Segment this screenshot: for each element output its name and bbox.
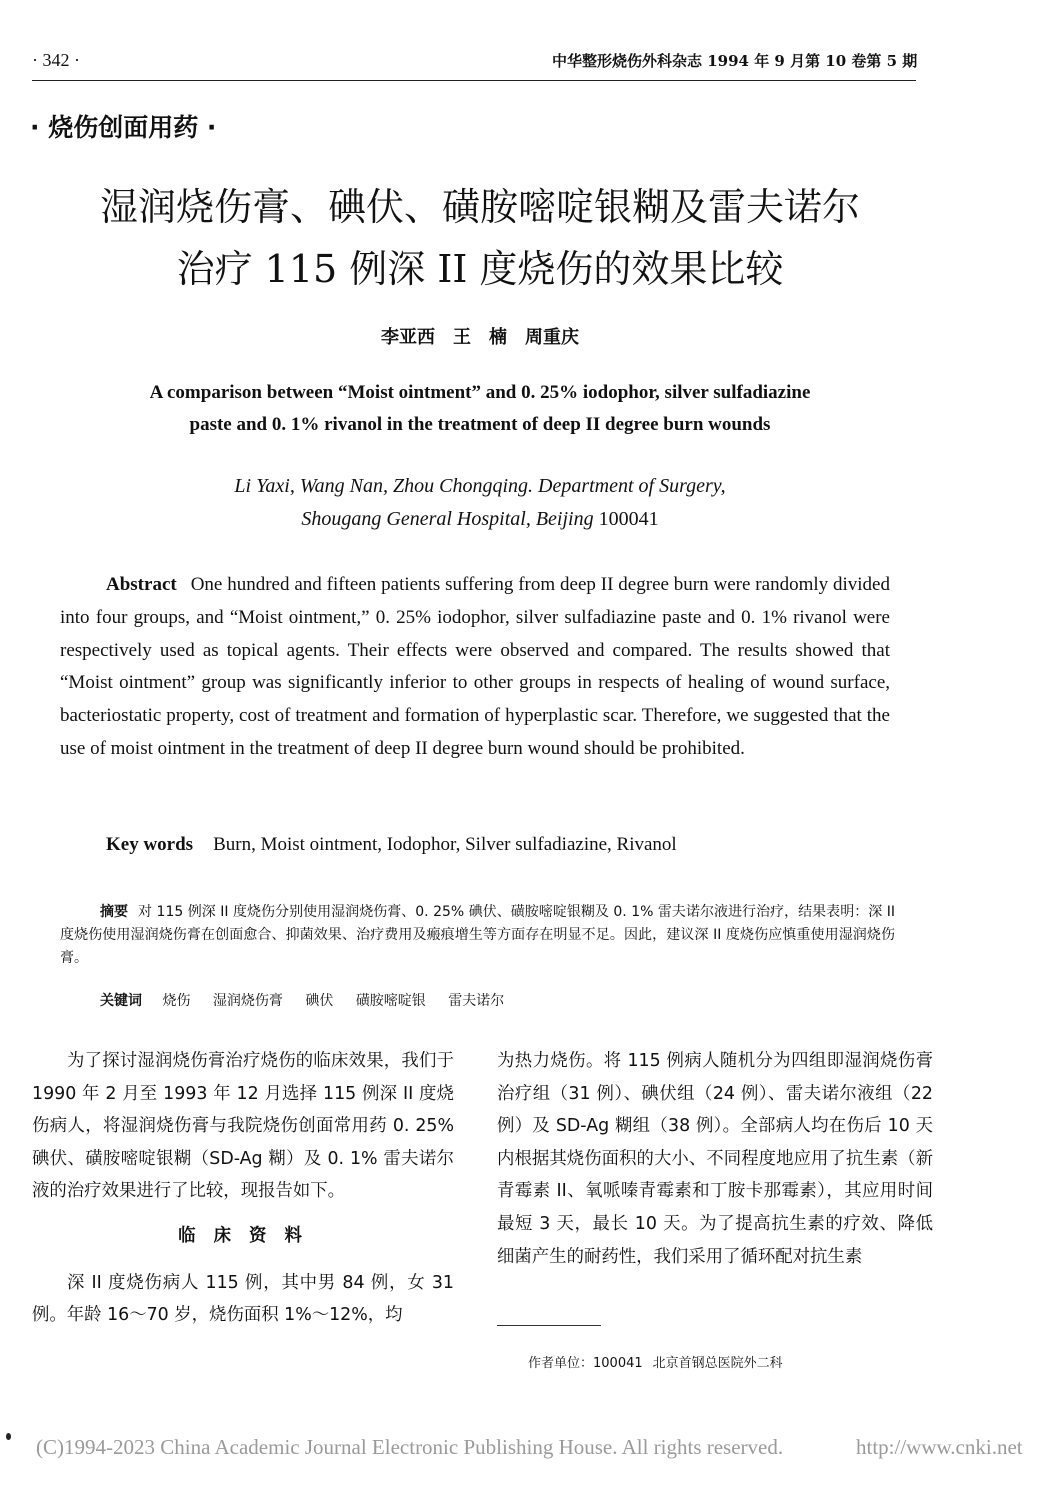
author-affiliation-footnote	[528, 1352, 783, 1371]
clinical-paragraph: 深 II 度烧伤病人 115 例，其中男 84 例，女 31 例。年龄 16～70 岁，烧伤面积 1%～12%，均	[32, 1272, 454, 1326]
english-author-line-1: Li Yaxi, Wang Nan, Zhou Chongqing. Department of Surgery,	[234, 475, 726, 497]
chinese-abstract	[60, 901, 895, 970]
page-number: · 342 ·	[32, 50, 80, 70]
body-column-left	[32, 1045, 454, 1332]
keywords-text: Burn, Moist ointment, Iodophor, Silver sulfadiazine, Rivanol	[213, 834, 677, 855]
english-title-line-1: A comparison between “Moist ointment” and 0. 25% iodophor, silver sulfadiazine	[149, 382, 811, 403]
english-affiliation: Shougang General Hospital, Beijing	[301, 508, 594, 530]
keywords-label: Key words	[106, 834, 194, 855]
chinese-keywords	[100, 990, 522, 1010]
abstract-label: Abstract	[106, 574, 177, 595]
chinese-keyword: 磺胺嘧啶银	[355, 993, 426, 1009]
chinese-keyword: 湿润烧伤膏	[212, 993, 283, 1009]
english-keywords	[106, 834, 677, 856]
chinese-keyword: 烧伤	[162, 993, 191, 1009]
journal-header: 中华整形烧伤外科杂志 1994 年 9 月第 10 卷第 5 期	[552, 52, 918, 70]
clinical-paragraph-continued: 为热力烧伤。将 115 例病人随机分为四组即湿润烧伤膏治疗组（31 例）、碘伏组（24 例）、雷夫诺尔液组（22 例）及 SD-Ag 糊组（38 例）。全部病人均在伤后 10 天内根据其烧伤面积的大小、不同程度地应用了抗生素（新青霉素 II、氧哌嗪青霉素和丁胺卡那霉素），其应用时间最短 3 天，最长 10 天。为了提高抗生素的疗效、降低细菌产生的耐药性，我们采用了循环配对抗生素	[497, 1051, 933, 1267]
chinese-keywords-label: 关键词	[100, 993, 142, 1009]
abstract-text: One hundred and fifteen patients suffering from deep II degree burn were randomly divided into four groups, and “Moist ointment,” 0. 25% iodophor, silver sulfadiazine paste and 0. 1% rivanol were respectively used as topical agents. Their effects were observed and compared. The results showed that “Moist ointment” group was significantly inferior to other groups in respects of healing of wound surface, bacteriostatic property, cost of treatment and formation of hyperplastic scar. Therefore, we suggested that the use of moist ointment in the treatment of deep II degree burn wound should be prohibited.	[60, 574, 890, 759]
cnki-url-watermark: http://www.cnki.net	[856, 1435, 1023, 1459]
section-tag: · 烧伤创面用药 ·	[30, 113, 217, 142]
english-title-line-2: paste and 0. 1% rivanol in the treatment of deep II degree burn wounds	[189, 414, 771, 435]
footnote-label: 作者单位：100041	[528, 1356, 643, 1371]
copyright-watermark: (C)1994-2023 China Academic Journal Electronic Publishing House. All rights reserved.	[36, 1435, 784, 1459]
article-title-line-1: 湿润烧伤膏、碘伏、磺胺嘧啶银糊及雷夫诺尔	[99, 185, 860, 229]
chinese-keyword: 碘伏	[305, 993, 334, 1009]
english-author-line-2	[0, 508, 960, 531]
header-divider	[32, 80, 916, 81]
scan-mark	[6, 1433, 11, 1440]
body-column-right	[497, 1045, 933, 1273]
english-abstract	[60, 569, 890, 766]
chinese-abstract-label: 摘要	[100, 904, 129, 920]
footnote-divider	[497, 1325, 601, 1326]
chinese-abstract-text: 对 115 例深 II 度烧伤分别使用湿润烧伤膏、0. 25% 碘伏、磺胺嘧啶银糊及 0. 1% 雷夫诺尔液进行治疗，结果表明：深 II 度烧伤使用湿润烧伤膏在创面愈合、抑菌效果、治疗费用及瘢痕增生等方面存在明显不足。因此，建议深 II 度烧伤应慎重使用湿润烧伤膏。	[60, 904, 895, 966]
author-list: 李亚西 王 楠 周重庆	[381, 327, 579, 348]
postal-code: 100041	[598, 508, 659, 530]
section-heading: 临 床 资 料	[178, 1225, 308, 1246]
article-title-line-2: 治疗 115 例深 II 度烧伤的效果比较	[176, 247, 784, 291]
chinese-keyword: 雷夫诺尔	[448, 993, 505, 1009]
footnote-text: 北京首钢总医院外二科	[652, 1356, 783, 1371]
intro-paragraph: 为了探讨湿润烧伤膏治疗烧伤的临床效果，我们于 1990 年 2 月至 1993 年 12 月选择 115 例深 II 度烧伤病人，将湿润烧伤膏与我院烧伤创面常用药 0. 25% 碘伏、磺胺嘧啶银糊（SD-Ag 糊）及 0. 1% 雷夫诺尔液的治疗效果进行了比较，现报告如下。	[32, 1051, 454, 1202]
